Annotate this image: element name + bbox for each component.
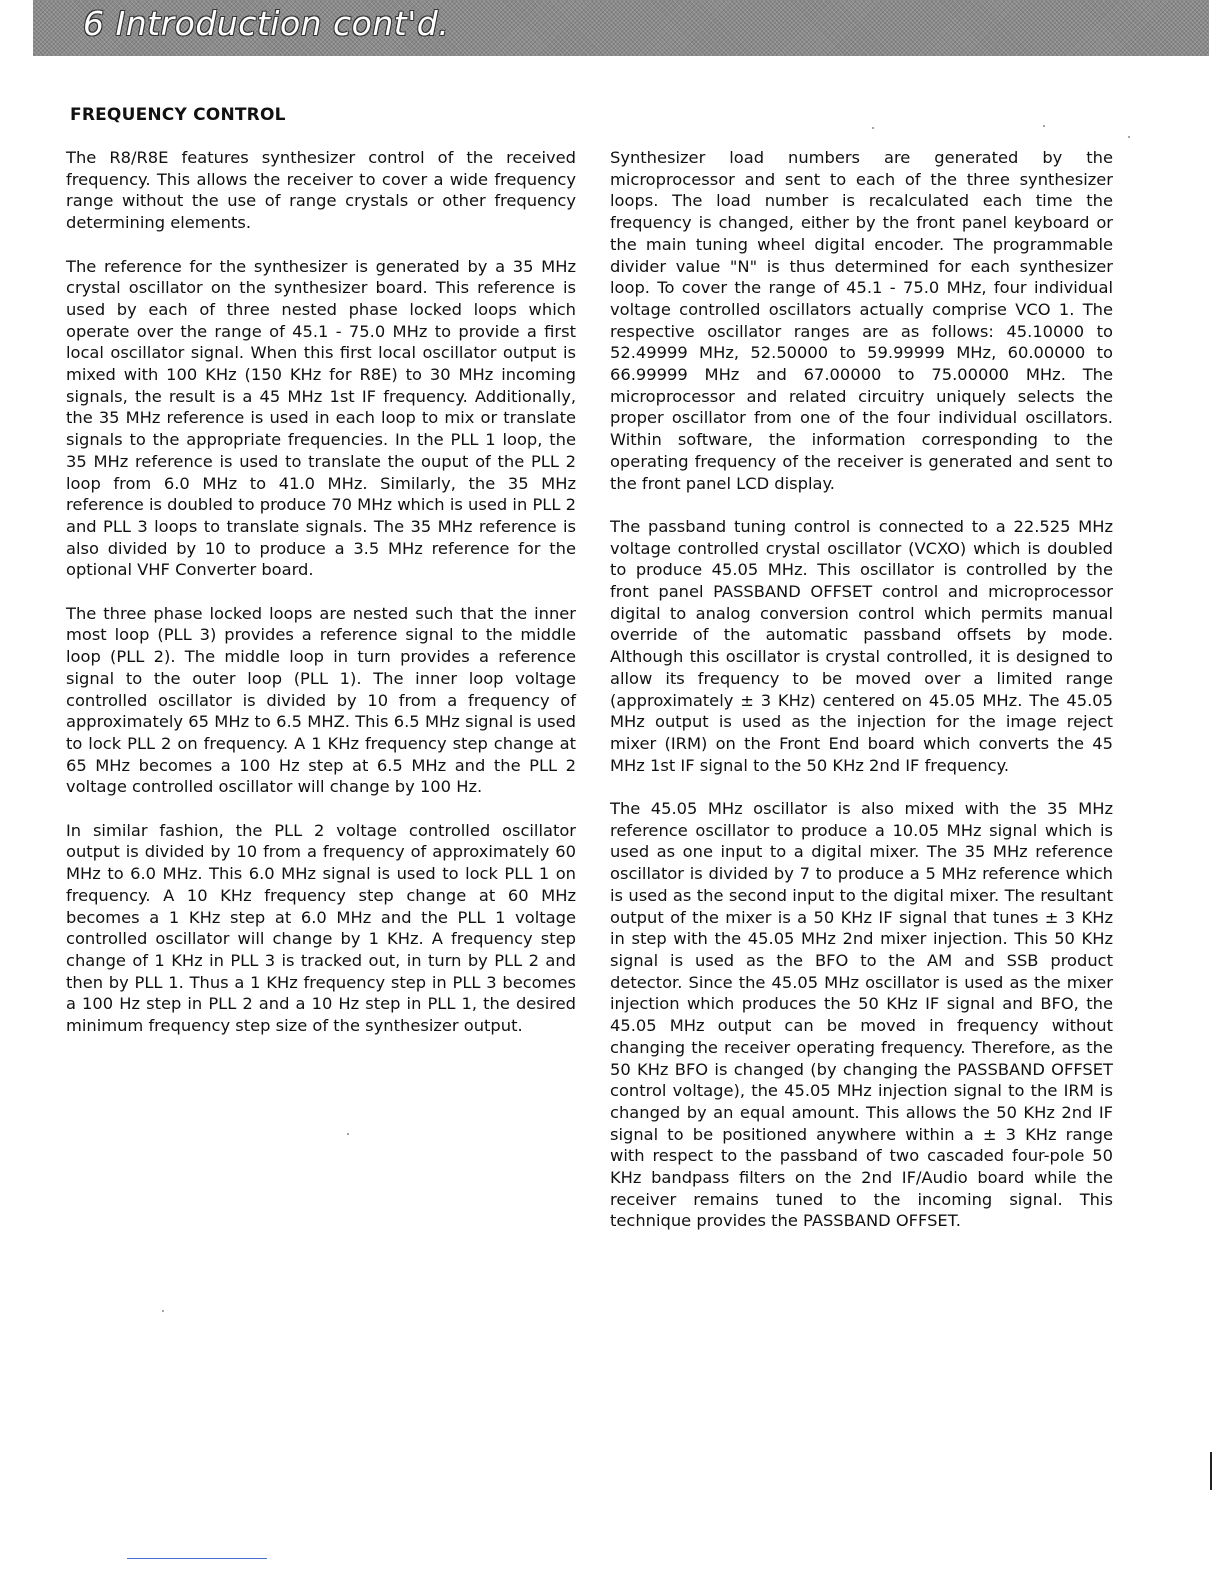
paragraph: The R8/R8E features synthesizer control of the received frequency. This allows the receiver to cover a wide frequency range without the use of range crystals or other frequency determining elements. (66, 148, 576, 233)
scan-speck (1128, 136, 1130, 138)
scan-speck (1043, 125, 1045, 127)
paragraph: In similar fashion, the PLL 2 voltage controlled oscillator output is divided by 10 from a frequency of approximately 60 MHz to 6.0 MHz. This 6.0 MHz signal is used to lock PLL 1 on frequency. A 10 KHz frequency step change at 60 MHz becomes a 1 KHz step at 6.0 MHz and the PLL 1 voltage controlled oscillator will change by 1 KHz. A frequency step change of 1 KHz in PLL 3 is tracked out, in turn by PLL 2 and then by PLL 1. Thus a 1 KHz frequency step in PLL 3 becomes a 100 Hz step in PLL 2 and a 10 Hz step in PLL 1, the desired minimum frequency step size of the synthesizer output. (66, 820, 576, 1036)
left-column (66, 147, 576, 1058)
right-column (610, 147, 1113, 1254)
page-title: 6 Introduction cont'd. (83, 4, 450, 43)
scan-edge-mark (1210, 1452, 1212, 1490)
scan-speck (347, 1133, 349, 1135)
scan-speck (872, 127, 874, 129)
footer-rule (127, 1558, 267, 1559)
section-heading: FREQUENCY CONTROL (70, 105, 286, 125)
paragraph: Synthesizer load numbers are generated by the microprocessor and sent to each of the three synthesizer loops. The load number is recalculated each time the frequency is changed, either by the front panel keyboard or the main tuning wheel digital encoder. The programmable divider value "N" is thus determined for each synthesizer loop. To cover the range of 45.1 - 75.0 MHz, four individual voltage controlled oscillators actually comprise VCO 1. The respective oscillator ranges are as follows: 45.10000 to 52.49999 MHz, 52.50000 to 59.99999 MHz, 60.00000 to 66.99999 MHz and 67.00000 to 75.00000 MHz. The microprocessor and related circuitry uniquely selects the proper oscillator from one of the four individual oscillators. Within software, the information corresponding to the operating frequency of the receiver is generated and sent to the front panel LCD display. (610, 148, 1113, 493)
paragraph: The 45.05 MHz oscillator is also mixed with the 35 MHz reference oscillator to produce a 10.05 MHz signal which is used as one input to a digital mixer. The 35 MHz reference oscillator is divided by 7 to produce a 5 MHz reference which is used as the second input to the digital mixer. The resultant output of the mixer is a 50 KHz IF signal that tunes ± 3 KHz in step with the 45.05 MHz 2nd mixer injection. This 50 KHz signal is used as the BFO to the AM and SSB product detector. Since the 45.05 MHz oscillator is used as the mixer injection which produces the 50 KHz IF signal and BFO, the 45.05 MHz output can be moved in frequency without changing the receiver operating frequency. Therefore, as the 50 KHz BFO is changed (by changing the PASSBAND OFFSET control voltage), the 45.05 MHz injection signal to the IRM is changed by an equal amount. This allows the 50 KHz 2nd IF signal to be positioned anywhere within a ± 3 KHz range with respect to the passband of two cascaded four-pole 50 KHz bandpass filters on the 2nd IF/Audio board while the receiver remains tuned to the incoming signal. This technique provides the PASSBAND OFFSET. (610, 799, 1113, 1231)
scan-speck (162, 1310, 164, 1312)
paragraph: The reference for the synthesizer is generated by a 35 MHz crystal oscillator on the synthesizer board. This reference is used by each of three nested phase locked loops which operate over the range of 45.1 - 75.0 MHz to provide a first local oscillator signal. When this first local oscillator output is mixed with 100 KHz (150 KHz for R8E) to 30 MHz incoming signals, the result is a 45 MHz 1st IF frequency. Additionally, the 35 MHz reference is used in each loop to mix or translate signals to the appropriate frequencies. In the PLL 1 loop, the 35 MHz reference is used to translate the ouput of the PLL 2 loop from 6.0 MHz to 41.0 MHz. Similarly, the 35 MHz reference is doubled to produce 70 MHz which is used in PLL 2 and PLL 3 loops to translate signals. The 35 MHz reference is also divided by 10 to produce a 3.5 MHz reference for the optional VHF Converter board. (66, 256, 576, 580)
paragraph: The passband tuning control is connected to a 22.525 MHz voltage controlled crystal oscillator (VCXO) which is doubled to produce 45.05 MHz. This oscillator is controlled by the front panel PASSBAND OFFSET control and microprocessor digital to analog conversion control which permits manual override of the automatic passband offsets by mode. Although this oscillator is crystal controlled, it is designed to allow its frequency to be moved over a limited range (approximately ± 3 KHz) centered on 45.05 MHz. The 45.05 MHz output is used as the injection for the image reject mixer (IRM) on the Front End board which converts the 45 MHz 1st IF signal to the 50 KHz 2nd IF frequency. (610, 516, 1113, 775)
paragraph: The three phase locked loops are nested such that the inner most loop (PLL 3) provides a reference signal to the middle loop (PLL 2). The middle loop in turn provides a reference signal to the outer loop (PLL 1). The inner loop voltage controlled oscillator is divided by 10 from a frequency of approximately 65 MHz to 6.5 MHZ. This 6.5 MHz signal is used to lock PLL 2 on frequency. A 1 KHz frequency step change at 65 MHz becomes a 100 Hz step at 6.5 MHz and the PLL 2 voltage controlled oscillator will change by 100 Hz. (66, 603, 576, 797)
header-bar (33, 0, 1209, 56)
